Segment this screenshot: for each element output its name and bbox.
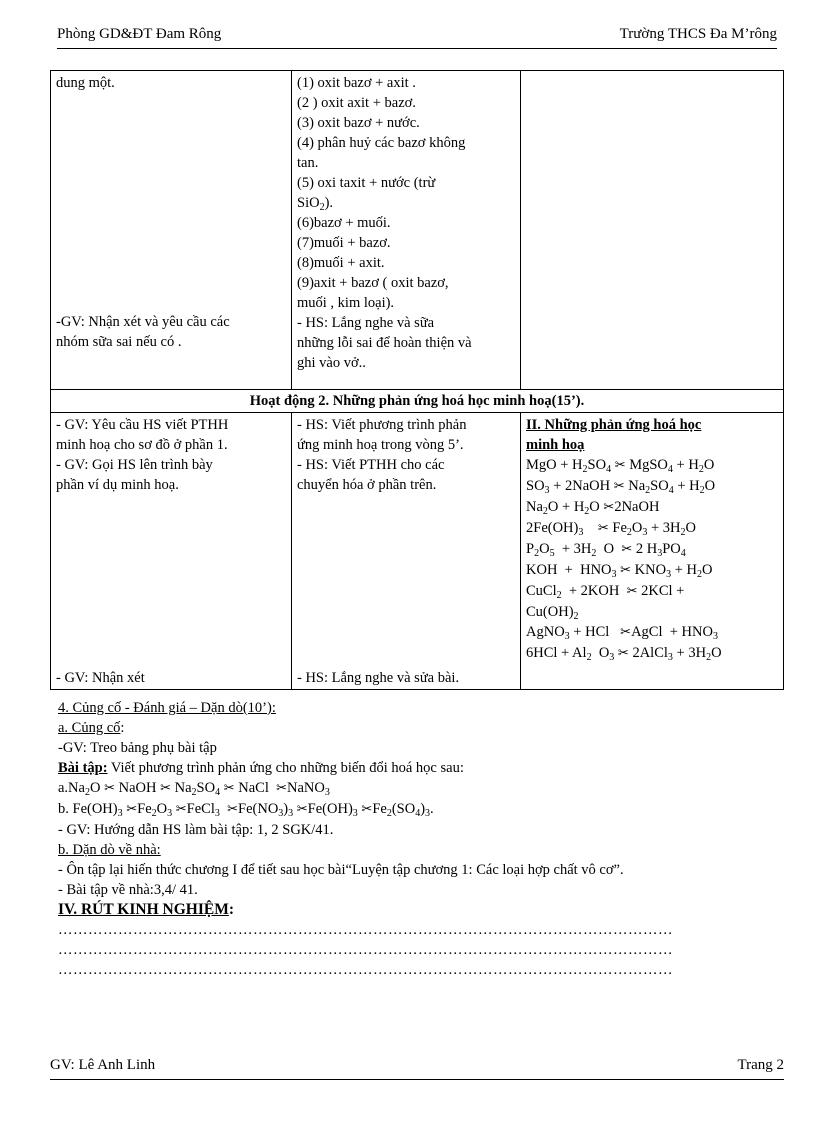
scissors-icon: ✂: [620, 563, 632, 578]
table-row: [51, 413, 784, 690]
scissors-icon: ✂: [597, 521, 609, 536]
text-line: chuyển hóa ở phần trên.: [297, 477, 437, 493]
row1-col1-bottom: [56, 312, 230, 352]
subsection-a: a. Củng cố:: [58, 720, 125, 736]
equation: $P_2O_5 + 3H_2$ O ✂ 2 $H_3PO_4$: [526, 541, 686, 559]
scissors-icon: ✂: [296, 802, 308, 817]
equation: AgNO$_3$ + HCl ✂AgCl + $HNO_3$: [526, 624, 718, 642]
scissors-icon: ✂: [160, 781, 171, 796]
list-item: (6)bazơ + muối.: [297, 215, 391, 231]
dotted-line: ……………………………………………………………………………………………………………: [58, 962, 673, 978]
row2-col2-bottom: - HS: Lắng nghe và sửa bài.: [297, 670, 460, 686]
equation: MgO + $H_2SO_4$ ✂ MgSO$_4$ + $H_2O$: [526, 457, 715, 475]
text-line: - Ôn tập lại hiến thức chương I để tiết sau học bài“Luyện tập chương 1: Các loại hợp chất vô cơ”.: [58, 862, 624, 878]
scissors-icon: ✂: [613, 479, 625, 494]
equation: KOH + $HNO_3$ ✂ $KNO_3 + H_2O$: [526, 562, 713, 580]
text-line: -GV: Nhận xét và yêu cầu các: [56, 314, 230, 330]
equation: $2Fe(OH)_3$ ✂ $Fe_2O_3 + 3H_2O$: [526, 520, 697, 538]
section-iv-title: IV. RÚT KINH NGHIỆM:: [58, 901, 234, 918]
list-item: tan.: [297, 155, 319, 171]
text-line: ứng minh hoạ trong vòng 5’.: [297, 437, 464, 453]
scissors-icon: ✂: [361, 802, 373, 817]
list-item: những lỗi sai để hoàn thiện và: [297, 335, 472, 351]
exercise-line: Bài tập: Viết phương trình phản ứng cho những biến đổi hoá học sau:: [58, 760, 464, 776]
equation: $Cu(OH)_2$: [526, 604, 579, 622]
text-line: nhóm sữa sai nếu có .: [56, 334, 182, 350]
scissors-icon: ✂: [621, 542, 633, 557]
exercise-a: $a.Na_2O$ ✂ NaOH ✂ $Na_2SO_4$ ✂ NaCl ✂NaNO$_3$: [58, 780, 330, 798]
footer-left: GV: Lê Anh Linh: [50, 1057, 156, 1073]
scissors-icon: ✂: [620, 625, 632, 640]
equation: $Na_2O + H_2O$ ✂2NaOH: [526, 499, 660, 517]
row1-col2: [292, 71, 521, 390]
dotted-line: ……………………………………………………………………………………………………………: [58, 922, 673, 938]
activity-title: Hoạt động 2. Những phản ứng hoá học minh hoạ(15’).: [51, 390, 784, 413]
text-line: - HS: Viết phương trình phản: [297, 417, 467, 433]
scissors-icon: ✂: [175, 802, 187, 817]
section-heading: minh hoạ: [526, 437, 585, 453]
scissors-icon: ✂: [626, 584, 638, 599]
list-item: (8)muối + axit.: [297, 255, 385, 271]
page-number: Trang 2: [737, 1057, 784, 1073]
list-item: (3) oxit bazơ + nước.: [297, 115, 420, 131]
subsection-b: b. Dặn dò về nhà:: [58, 842, 161, 858]
list-item: (1) oxit bazơ + axit .: [297, 75, 416, 91]
list-item: ghi vào vở..: [297, 355, 366, 371]
header-left: Phòng GD&ĐT Đam Rông: [57, 26, 222, 42]
list-item: (4) phân huỷ các bazơ không: [297, 135, 466, 151]
section-4: [58, 698, 783, 980]
text-line: - GV: Yêu cầu HS viết PTHH: [56, 417, 229, 433]
section-heading: II. Những phản ứng hoá học: [526, 417, 702, 433]
list-item: (2 ) oxit axit + bazơ.: [297, 95, 416, 111]
scissors-icon: ✂: [276, 781, 288, 796]
row2-col1-bottom: - GV: Nhận xét: [56, 670, 145, 686]
list-item: SiO$_2$).: [297, 195, 334, 213]
list-item: (9)axit + bazơ ( oxit bazơ,: [297, 275, 449, 291]
equation: CuCl$_2$ + 2KOH ✂ 2KCl +: [526, 583, 685, 601]
scissors-icon: ✂: [603, 500, 615, 515]
page-header: [57, 26, 777, 49]
header-right: Trường THCS Đa M’rông: [619, 26, 777, 42]
scissors-icon: ✂: [104, 781, 115, 796]
text-line: - Bài tập về nhà:3,4/ 41.: [58, 882, 198, 898]
list-item: muối , kim loại).: [297, 295, 395, 311]
row2-col1: [51, 413, 292, 690]
scissors-icon: ✂: [617, 646, 629, 661]
text-line: - GV: Hướng dẫn HS làm bài tập: 1, 2 SGK/41.: [58, 822, 334, 838]
text-line: phần ví dụ minh hoạ.: [56, 477, 179, 493]
page-footer: [50, 1057, 784, 1080]
lesson-table: [50, 70, 784, 690]
equation: $6HCl + Al_2$ $O_3$ ✂ 2AlCl$_3$ + $3H_2O$: [526, 645, 722, 663]
text-line: - HS: Viết PTHH cho các: [297, 457, 445, 473]
text-line: -GV: Treo bảng phụ bài tập: [58, 740, 217, 756]
scissors-icon: ✂: [223, 781, 235, 796]
row2-col3: [521, 413, 784, 690]
section-title: 4. Củng cố - Đánh giá – Dặn dò(10’):: [58, 700, 276, 716]
list-item: - HS: Lắng nghe và sữa: [297, 315, 435, 331]
row2-col2: [292, 413, 521, 690]
dotted-line: ……………………………………………………………………………………………………………: [58, 942, 673, 958]
list-item: (5) oxi taxit + nước (trừ: [297, 175, 436, 191]
text-line: - GV: Gọi HS lên trình bày: [56, 457, 213, 473]
scissors-icon: ✂: [614, 458, 626, 473]
exercise-b: b. $Fe(OH)_3$ $✂Fe_2O_3$ ✂FeCl$_3$ $✂Fe(NO_3)_3$ $✂Fe(OH)_3$ $✂Fe_2(SO_4)_3$.: [58, 801, 434, 819]
scissors-icon: ✂: [227, 802, 239, 817]
row1-col1: [51, 71, 292, 390]
table-row: [51, 71, 784, 390]
table-row: [51, 390, 784, 413]
text-line: minh hoạ cho sơ đồ ở phần 1.: [56, 437, 228, 453]
list-item: (7)muối + bazơ.: [297, 235, 391, 251]
row1-col3: [521, 71, 784, 390]
row1-col1-top: dung một.: [56, 75, 115, 91]
scissors-icon: ✂: [126, 802, 138, 817]
equation: $SO_3$ + 2NaOH ✂ $Na_2SO_4 + H_2O$: [526, 478, 716, 496]
